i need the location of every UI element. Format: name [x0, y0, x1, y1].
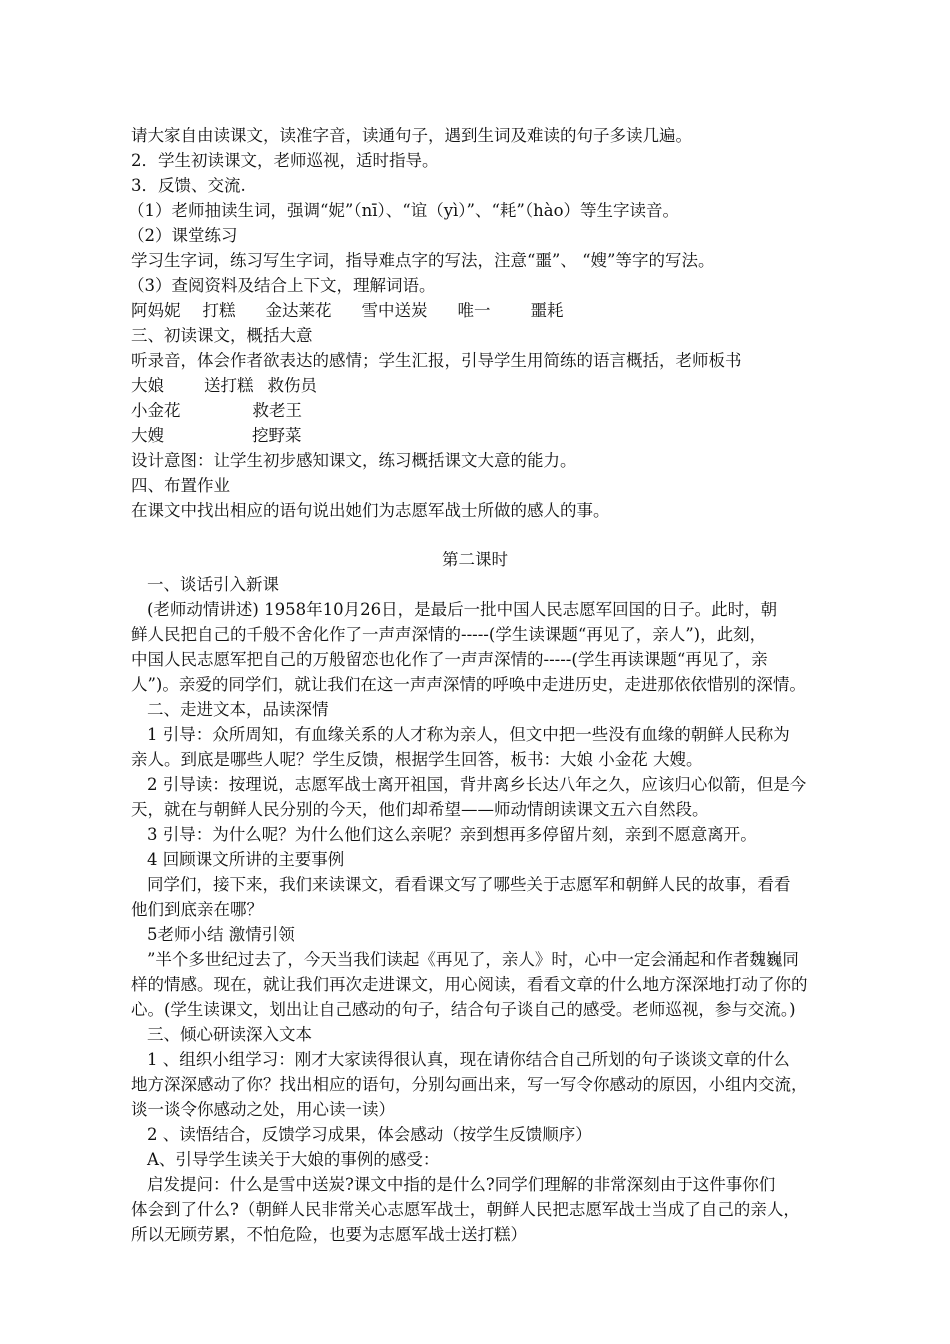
- paragraph-line: 鲜人民把自己的千般不舍化作了一声声深情的-----(学生读课题“再见了，亲人”)，此刻，: [131, 625, 767, 644]
- vocab-word: 金达莱花: [265, 301, 332, 320]
- paragraph-line: 他们到底亲在哪？: [131, 900, 263, 919]
- paragraph-line: 请大家自由读课文，读准字音，读通句子，遇到生词及难读的句子多读几遍。: [131, 126, 692, 145]
- paragraph-line: 地方深深感动了你？找出相应的语句，分别勾画出来，写一写令你感动的原因，小组内交流，: [131, 1075, 808, 1094]
- paragraph-line: 中国人民志愿军把自己的万般留恋也化作了一声声深情的-----(学生再读课题“再见了，亲: [131, 650, 768, 669]
- section-heading: 一、谈话引入新课: [147, 575, 279, 594]
- vocab-word: 雪中送炭: [361, 301, 428, 320]
- board-deed: 救伤员: [267, 376, 317, 395]
- paragraph-line: 设计意图：让学生初步感知课文，练习概括课文大意的能力。: [131, 451, 577, 470]
- paragraph-line: 3 引导：为什么呢？为什么他们这么亲呢？亲到想再多停留片刻，亲到不愿意离开。: [147, 825, 757, 844]
- paragraph-line: （1）老师抽读生词，强调“妮”（nī）、“谊（yì）”、“耗”（hào）等生字读音。: [128, 201, 680, 220]
- paragraph-line: 体会到了什么?（朝鲜人民非常关心志愿军战士，朝鲜人民把志愿军战士当成了自己的亲人，: [131, 1200, 800, 1219]
- board-deed: 挖野菜: [252, 426, 302, 445]
- board-deed: 送打糕: [204, 376, 254, 395]
- paragraph-line: 3．反馈、交流.: [131, 176, 246, 195]
- section-heading: 四、布置作业: [131, 476, 230, 495]
- paragraph-line: (老师动情讲述) 1958年10月26日，是最后一批中国人民志愿军回国的日子。此时，朝: [147, 600, 778, 619]
- vocab-word: 唯一: [457, 301, 491, 320]
- paragraph-line: 样的情感。现在，就让我们再次走进课文，用心阅读，看看文章的什么地方深深地打动了你的: [131, 975, 808, 994]
- paragraph-line: 2．学生初读课文，老师巡视，适时指导。: [131, 151, 439, 170]
- board-row: [131, 399, 302, 423]
- board-person: 大娘: [131, 376, 164, 395]
- paragraph-line: A、引导学生读关于大娘的事例的感受：: [147, 1150, 440, 1169]
- paragraph-line: 启发提问：什么是雪中送炭?课文中指的是什么?同学们理解的非常深刻由于这件事你们: [147, 1175, 776, 1194]
- paragraph-line: 2 引导读：按理说，志愿军战士离开祖国，背井离乡长达八年之久，应该归心似箭，但是今: [147, 775, 807, 794]
- section-heading: 三、初读课文，概括大意: [131, 326, 313, 345]
- vocabulary-row: [131, 299, 564, 323]
- paragraph-line: 天，就在与朝鲜人民分别的今天，他们却希望——师动情朗读课文五六自然段。: [131, 800, 709, 819]
- board-deed: 救老王: [252, 401, 302, 420]
- paragraph-line: 心。(学生读课文，划出让自己感动的句子，结合句子谈自己的感受。老师巡视，参与交流。): [131, 1000, 796, 1019]
- paragraph-line: 谈一谈令你感动之处，用心读一读）: [131, 1100, 395, 1119]
- paragraph-line: 4 回顾课文所讲的主要事例: [147, 850, 345, 869]
- paragraph-line: 所以无顾劳累，不怕危险，也要为志愿军战士送打糕）: [131, 1225, 527, 1244]
- paragraph-line: 5老师小结 激情引领: [147, 925, 295, 944]
- paragraph-line: 学习生字词，练习写生字词，指导难点字的写法，注意“噩”、 “嫂”等字的写法。: [131, 251, 715, 270]
- section-heading: 三、倾心研读深入文本: [147, 1025, 312, 1044]
- paragraph-line: 亲人。到底是哪些人呢？学生反馈，根据学生回答，板书：大娘 小金花 大嫂。: [131, 750, 703, 769]
- board-row: [131, 374, 317, 398]
- board-person: 大嫂: [131, 426, 164, 445]
- paragraph-line: 在课文中找出相应的语句说出她们为志愿军战士所做的感人的事。: [131, 501, 610, 520]
- board-row: [131, 424, 302, 448]
- paragraph-line: （2）课堂练习: [128, 226, 238, 245]
- paragraph-line: 1 、组织小组学习：刚才大家读得很认真，现在请你结合自己所划的句子谈谈文章的什么: [147, 1050, 790, 1069]
- paragraph-line: 1 引导：众所周知，有血缘关系的人才称为亲人，但文中把一些没有血缘的朝鲜人民称为: [147, 725, 790, 744]
- paragraph-line: ”半个多世纪过去了，今天当我们读起《再见了，亲人》时，心中一定会涌起和作者魏巍同: [147, 950, 799, 969]
- vocab-word: 噩耗: [530, 301, 564, 320]
- board-person: 小金花: [131, 401, 181, 420]
- paragraph-line: 同学们，接下来，我们来读课文，看看课文写了哪些关于志愿军和朝鲜人民的故事，看看: [147, 875, 791, 894]
- vocab-word: 打糕: [202, 301, 236, 320]
- paragraph-line: 人”)。亲爱的同学们，就让我们在这一声声深情的呼唤中走进历史，走进那依依惜别的深情。: [131, 675, 806, 694]
- section-title: 第二课时: [442, 550, 508, 569]
- section-heading: 二、走进文本，品读深情: [147, 700, 329, 719]
- paragraph-line: 听录音，体会作者欲表达的感情；学生汇报，引导学生用简练的语言概括，老师板书: [131, 351, 742, 370]
- vocab-word: 阿妈妮: [131, 301, 181, 320]
- paragraph-line: 2 、读悟结合，反馈学习成果，体会感动（按学生反馈顺序）: [147, 1125, 592, 1144]
- paragraph-line: （3）查阅资料及结合上下文，理解词语。: [128, 276, 436, 295]
